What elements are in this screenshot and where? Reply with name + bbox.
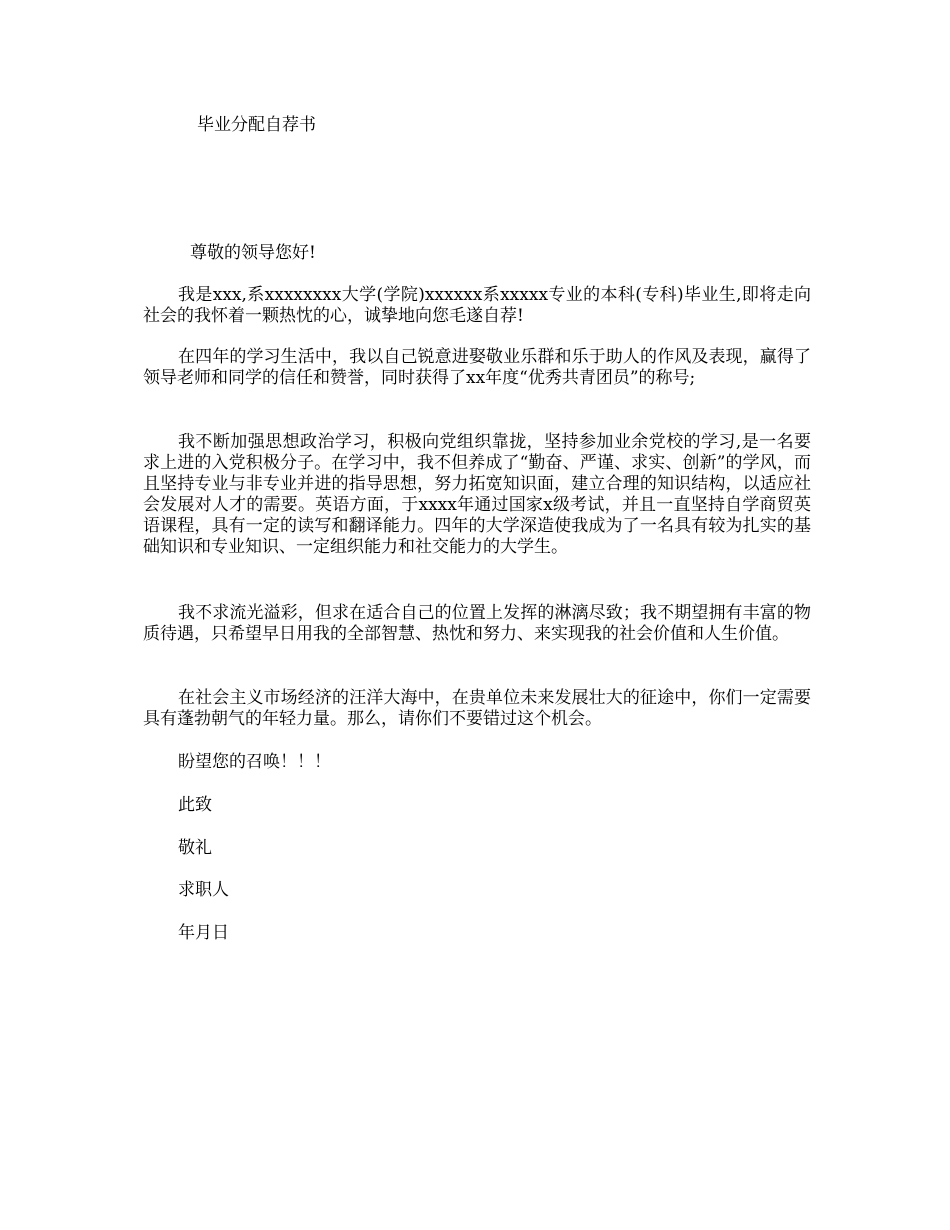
closing-hope: 盼望您的召唤！！！ bbox=[178, 752, 331, 772]
document-title: 毕业分配自荐书 bbox=[197, 115, 316, 135]
paragraph-aspirations: 我不求流光溢彩，但求在适合自己的位置上发挥的淋漓尽致；我不期望拥有丰富的物质待遇，只希望早日用我的全部智慧、热忱和努力、来实现我的社会价值和人生价值。 bbox=[143, 603, 811, 644]
paragraph-achievements: 在四年的学习生活中，我以自己锐意进娶敬业乐群和乐于助人的作风及表现，赢得了领导老师和同学的信任和赞誉，同时获得了xx年度“优秀共青团员”的称号; bbox=[143, 347, 811, 388]
signature-date: 年月日 bbox=[178, 923, 229, 943]
paragraph-request: 在社会主义市场经济的汪洋大海中，在贵单位未来发展壮大的征途中，你们一定需要具有蓬勃朝气的年轻力量。那么，请你们不要错过这个机会。 bbox=[143, 688, 811, 729]
paragraph-introduction: 我是xxx,系xxxxxxxx大学(学院)xxxxxx系xxxxx专业的本科(专科)毕业生,即将走向社会的我怀着一颗热忱的心，诚挚地向您毛遂自荐! bbox=[143, 285, 811, 326]
closing-regards: 此致 bbox=[178, 795, 212, 815]
salutation: 尊敬的领导您好! bbox=[190, 243, 316, 263]
signature-applicant: 求职人 bbox=[178, 880, 229, 900]
paragraph-study-and-skills: 我不断加强思想政治学习，积极向党组织靠拢，坚持参加业余党校的学习,是一名要求上进的入党积极分子。在学习中，我不但养成了“勤奋、严谨、求实、创新”的学风，而且坚持专业与非专业并进的指导思想，努力拓宽知识面，建立合理的知识结构，以适应社会发展对人才的需要。英语方面，于xxxx年通过国家x级考试，并且一直坚持自学商贸英语课程，具有一定的读写和翻译能力。四年的大学深造使我成为了一名具有较为扎实的基础知识和专业知识、一定组织能力和社交能力的大学生。 bbox=[143, 432, 811, 557]
closing-salute: 敬礼 bbox=[178, 838, 212, 858]
